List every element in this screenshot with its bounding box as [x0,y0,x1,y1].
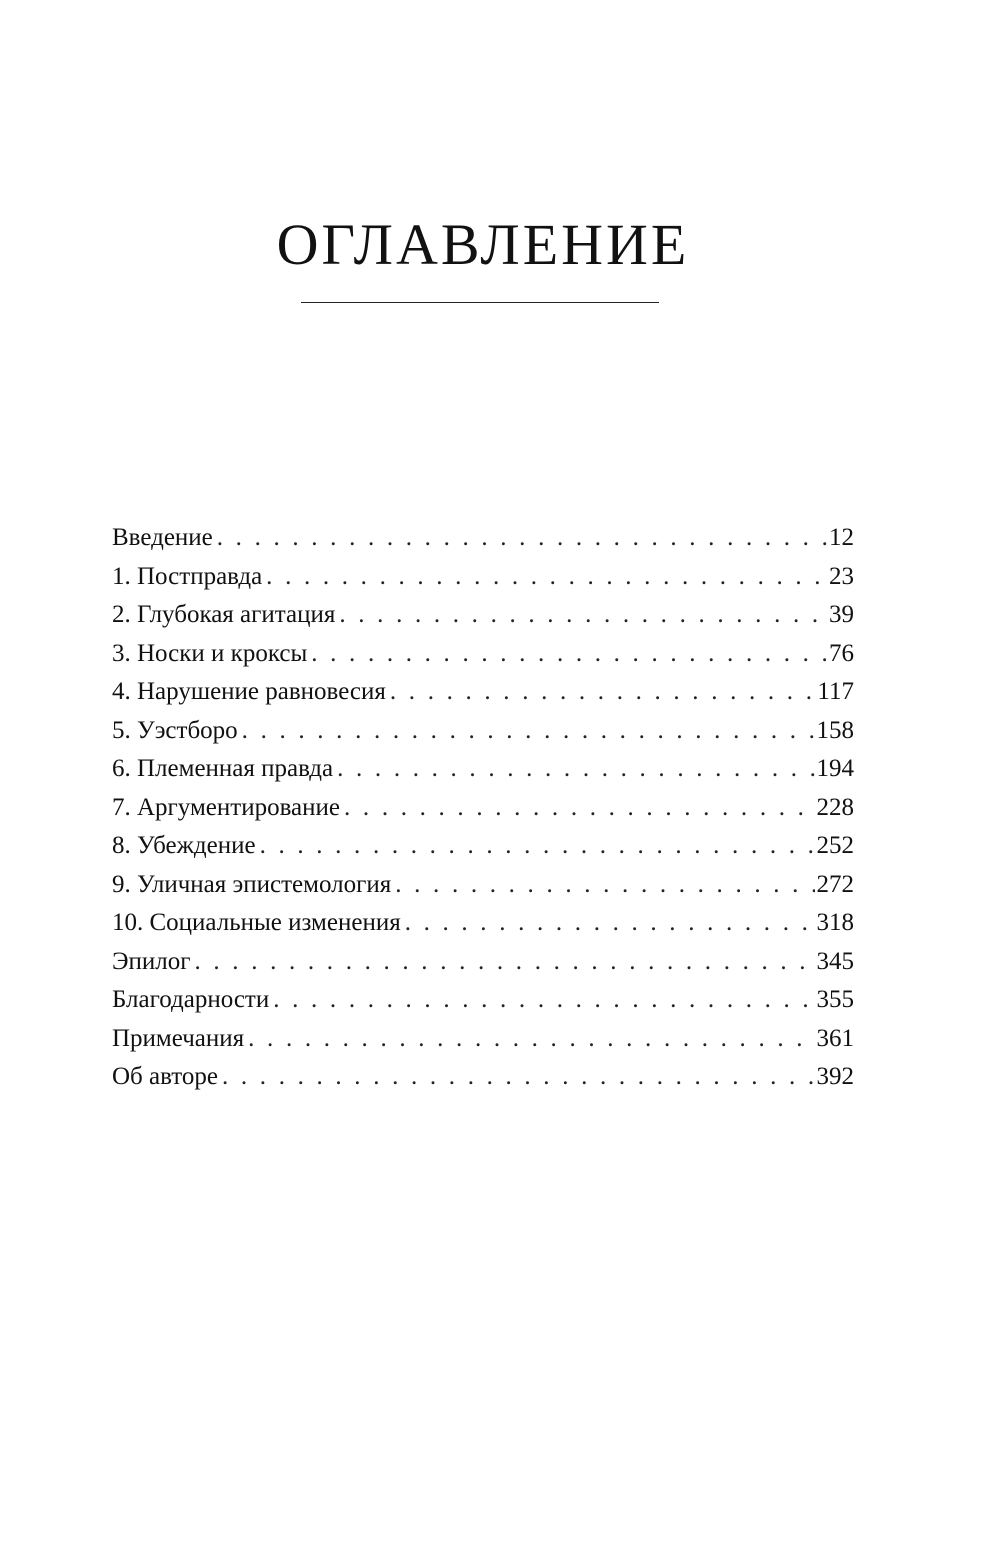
toc-entry-page: 272 [816,870,854,898]
toc-entry-label: 8. Убеждение [112,832,256,859]
toc-entry-page: 361 [816,1024,854,1052]
dot-leader [405,904,815,943]
toc-entry-page: 355 [816,986,854,1013]
toc-entry-page: 194 [816,755,854,782]
toc-entry[interactable] [112,519,854,558]
toc-entry-page: 228 [816,793,854,821]
toc-entry[interactable] [112,827,854,866]
toc-entry[interactable] [112,558,854,597]
dot-leader [266,558,827,597]
toc-entry-page: 12 [829,524,854,551]
dot-leader [311,635,827,674]
toc-entry[interactable] [112,596,854,635]
toc-entry[interactable] [112,943,854,982]
toc-entry[interactable] [112,789,854,828]
toc-entry-page: 39 [829,601,854,628]
toc-entry-page: 158 [816,716,854,744]
toc-entry-label: 7. Аргументирование [112,793,341,821]
dot-leader [395,866,814,905]
toc-entry[interactable] [112,981,854,1020]
title-underline [301,302,659,303]
toc-entry[interactable] [112,750,854,789]
toc-entry[interactable] [112,904,854,943]
toc-entry-page: 76 [829,639,854,667]
dot-leader [337,750,814,789]
toc-entry[interactable] [112,1020,854,1059]
toc-entry-page: 252 [816,832,854,859]
toc-entry-page: 318 [816,909,854,936]
toc-entry[interactable] [112,712,854,751]
toc-entry-label: 6. Племенная правда [112,755,334,782]
toc-entry-page: 392 [816,1063,854,1090]
toc-entry-label: 2. Глубокая агитация [112,601,336,628]
dot-leader [248,1020,814,1059]
toc-entry-label: 3. Носки и кроксы [112,639,308,667]
dot-leader [195,943,815,982]
toc-entry-page: 345 [816,947,854,975]
toc-entry-page: 23 [829,562,854,590]
toc-entry-label: 10. Социальные изменения [112,909,401,936]
toc-entry-label: 1. Постправда [112,562,263,590]
toc-entry[interactable] [112,1058,854,1097]
toc-entry[interactable] [112,635,854,674]
toc-entry[interactable] [112,673,854,712]
toc-entry-label: 9. Уличная эпистемология [112,870,392,898]
toc-entry-page: 117 [817,678,854,705]
dot-leader [242,712,815,751]
toc-entry-label: Благодарности [112,986,270,1013]
table-of-contents [112,519,854,1097]
dot-leader [217,519,827,558]
dot-leader [344,789,814,828]
dot-leader [390,673,816,712]
dot-leader [339,596,827,635]
toc-entry-label: 4. Нарушение равновесия [112,678,386,705]
toc-entry[interactable] [112,866,854,905]
dot-leader [273,981,814,1020]
toc-entry-label: Введение [112,524,213,551]
page-title: ОГЛАВЛЕНИЕ [276,212,690,277]
dot-leader [222,1058,815,1097]
toc-entry-label: Примечания [112,1024,245,1052]
toc-entry-label: Об авторе [112,1063,218,1090]
dot-leader [260,827,815,866]
toc-entry-label: Эпилог [112,947,191,975]
toc-entry-label: 5. Уэстборо [112,716,238,744]
